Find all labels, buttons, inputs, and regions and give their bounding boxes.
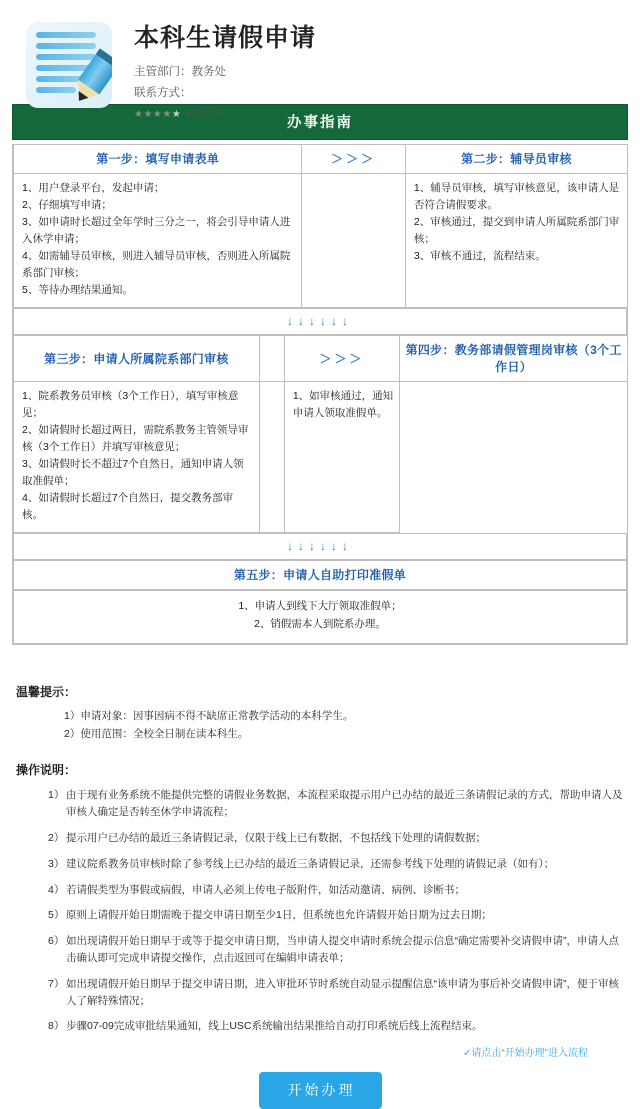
step-3-line-2: 2、如请假时长超过两日，需院系教务主管领导审核（3个工作日）并填写审核意见； [22,424,249,453]
operations-item-5-text: 原则上请假开始日期需晚于提交申请日期至少1日，但系统也允许请假开始日期为过去日期； [66,909,492,922]
operations-item-3-text: 建议院系教务员审核时除了参考线上已办结的最近三条请假记录，还需参考线下处理的请假记录（如有）； [66,857,555,870]
operations-item-3 [48,856,624,873]
guide-grid-2 [13,335,628,533]
step-1-line-5: 5、等待办理结果通知。 [22,284,133,296]
rating-count: 4次评分 [185,108,225,121]
operations-item-2-number: 2） [48,831,65,844]
guide-row-bodies-1 [14,174,628,308]
step-5-body [13,590,627,644]
arrow-right-2-icon: ＞＞＞ [284,336,399,382]
guide-row-heads-1 [14,145,628,174]
step-2-body [405,174,627,308]
operations-item-4 [48,882,624,899]
step-2-line-2: 2、审核通过，提交到申请人所属院系部门审核； [413,216,620,245]
operations-item-1-text: 由于现有业务系统不能提供完整的请假业务数据，本流程采取提示用户已办结的最近三条请假记录的方式，帮助申请人及审核人确定是否转至休学申请流程； [66,789,623,819]
notes-item-1: 1）申请对象：因事因病不得不缺席正常教学活动的本科学生。 [64,709,354,722]
operations-list [48,787,624,1035]
step-2-header: 第二步：辅导员审核 [405,145,627,174]
dept-value: 教务处 [191,65,226,78]
guide-title: 办事指南 [12,104,628,140]
step-5-line-1: 1、申请人到线下大厅领取准假单； [238,600,402,612]
operations-item-6 [48,933,624,967]
operations-item-1-number: 1） [48,789,65,802]
notes-item-2: 2）使用范围：全校全日制在读本科生。 [64,728,249,741]
step-1-line-3: 3、如申请时长超过全年学时三分之一，将会引导申请人进入休学申请； [22,216,291,245]
step-2-line-3: 3、审核不通过，流程结束。 [413,250,546,262]
operations-item-2 [48,830,624,847]
operations-item-6-number: 6） [48,935,65,948]
step-5-header: 第五步：申请人自助打印准假单 [13,560,627,590]
guide-grid [13,144,628,308]
operations-item-2-text: 提示用户已办结的最近三条请假记录，仅限于线上已有数据，不包括线下处理的请假数据； [66,831,486,844]
page-header [0,0,640,121]
document-pencil-icon [26,22,112,108]
operations-item-1 [48,787,624,821]
guide-row-bodies-2 [14,382,628,533]
step-4-line-1: 1、如审核通过，通知申请人领取准假单。 [292,390,394,419]
spacer-cell-2 [259,382,284,533]
notes-section [16,683,624,744]
spacer-cell-narrow [259,336,284,382]
step-4-header: 第四步：教务部请假管理岗审核（3个工作日） [400,336,628,382]
step-1-header: 第一步：填写申请表单 [14,145,302,174]
step-3-line-3: 3、如请假时长不超过7个自然日，通知申请人领取准假单； [22,458,244,487]
step-3-line-4: 4、如请假时长超过7个自然日，提交教务部审核。 [22,492,234,521]
contact-row [134,83,316,104]
operations-item-7-number: 7） [48,977,65,990]
contact-label: 联系方式： [134,87,192,100]
operations-item-7 [48,976,624,1010]
operations-section [16,761,624,1035]
step-1-body [14,174,302,308]
step-3-line-1: 1、院系教务员审核（3个工作日），填写审核意见； [22,390,239,419]
step-1-line-2: 2、仔细填写申请； [22,199,112,211]
step-2-line-1: 1、辅导员审核，填写审核意见，该申请人是否符合请假要求。 [413,182,620,211]
dept-label: 主管部门： [134,65,192,78]
start-button-wrap [0,1072,640,1109]
guide-section [12,104,628,140]
operations-item-8 [48,1018,624,1035]
operations-item-8-number: 8） [48,1020,65,1033]
operations-item-4-number: 4） [48,883,65,896]
guide-row-heads-2 [14,336,628,382]
step-3-header: 第三步：申请人所属院系部门审核 [14,336,260,382]
operations-item-8-text: 步骤07-09完成审批结果通知，线上USC系统输出结果推给自动打印系统后线上流程结束。 [66,1020,483,1033]
dept-row [134,62,316,83]
arrow-down-1-icon: ↓↓↓↓↓↓ [13,308,627,335]
start-hint: ✓请点击“开始办理”进入流程 [462,1048,588,1060]
start-button[interactable]: 开始办理 [259,1072,382,1109]
guide-table [12,144,628,645]
header-text-block [134,22,316,126]
star-rating-empty-icon[interactable]: ★ [171,109,182,121]
page-title: 本科生请假申请 [134,24,317,52]
operations-item-7-text: 如出现请假开始日期早于提交申请日期，进入审批环节时系统自动显示提醒信息“该申请为事后补交请假申请”，便于审核人了解特殊情况； [66,977,619,1007]
step-1-line-1: 1、用户登录平台，发起申请； [22,182,165,194]
operations-item-4-text: 若请假类型为事假或病假，申请人必须上传电子版附件，如活动邀请、病例、诊断书； [66,883,465,896]
notes-title: 温馨提示： [16,684,77,699]
step-5-line-2: 2、销假需本人到院系办理。 [254,618,386,631]
operations-item-5-number: 5） [48,909,65,922]
operations-item-6-text: 如出现请假开始日期早于或等于提交申请日期，当申请人提交申请时系统会提示信息“确定需要补交请假申请”，申请人点击确认即可完成申请提交操作，点击返回可在编辑申请表单； [66,935,619,964]
operations-item-5 [48,907,624,924]
star-rating-filled-icon[interactable]: ★★★★ [134,109,172,121]
step-3-body [14,382,260,533]
notes-list [64,708,624,744]
spacer-cell-1 [302,174,406,308]
step-4-body [284,382,399,533]
operations-item-3-number: 3） [48,857,65,870]
arrow-down-2-icon: ↓↓↓↓↓↓ [13,533,627,560]
arrow-right-1-icon: ＞＞＞ [302,145,406,174]
operations-title: 操作说明： [16,763,77,778]
step-1-line-4: 4、如需辅导员审核，则进入辅导员审核，否则进入所属院系部门审核； [22,250,291,279]
